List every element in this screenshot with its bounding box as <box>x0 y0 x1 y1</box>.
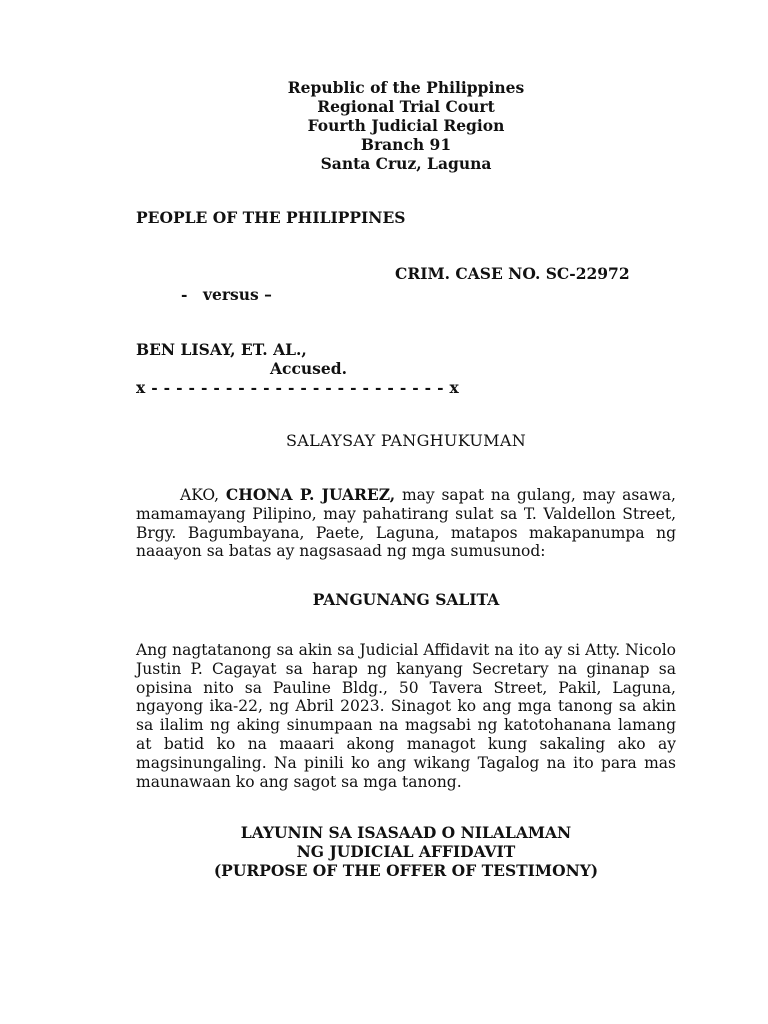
intro-body: may sapat na gulang, may asawa, mamamayang Pilipino, may pahatirang sulat sa T. Valdellon Street, Brgy. Bagumbayana, Paete, Laguna, matapos makapanumpa ng naaayon sa batas ay nagsasaad ng mga sumusunod: <box>136 486 676 561</box>
intro-lead: AKO, <box>180 486 220 504</box>
document-title: SALAYSAY PANGHUKUMAN <box>286 431 526 450</box>
header-branch: Branch 91 <box>360 135 452 154</box>
affiant-name: CHONA P. JUAREZ, <box>225 485 396 504</box>
header-court: Regional Trial Court <box>317 97 495 116</box>
accused-label: Accused. <box>270 359 347 378</box>
section-heading-layunin <box>0 823 768 880</box>
court-header <box>0 78 768 173</box>
intro-paragraph <box>136 486 676 561</box>
caption-separator: x - - - - - - - - - - - - - - - - - - - - - - - - x <box>136 378 460 397</box>
header-republic: Republic of the Philippines <box>287 78 525 97</box>
section-heading-pangunang-salita: PANGUNANG SALITA <box>312 590 500 609</box>
pangunang-salita-paragraph: Ang nagtatanong sa akin sa Judicial Affidavit na ito ay si Atty. Nicolo Justin P. Cagayat sa harap ng kanyang Secretary na ginanap sa opisina nito sa Pauline Bldg., 50 Tavera Street, Pakil, Laguna, ngayong ika-22, ng Abril 2023. Sinagot ko ang mga tanong sa akin sa ilalim ng aking sinumpaan na magsabi ng katotohanana lamang at batid ko na maaari akong managot kung sakaling ako ay magsinungaling. Na pinili ko ang wikang Tagalog na ito para mas maunawaan ko ang sagot sa mga tanong. <box>136 641 676 791</box>
layunin-heading-line3: (PURPOSE OF THE OFFER OF TESTIMONY) <box>213 861 599 880</box>
defendant-name: BEN LISAY, ET. AL., <box>136 340 307 359</box>
layunin-heading-line2: NG JUDICIAL AFFIDAVIT <box>296 842 516 861</box>
versus-label: versus – <box>203 285 272 304</box>
plaintiff-name: PEOPLE OF THE PHILIPPINES <box>136 208 406 227</box>
header-location: Santa Cruz, Laguna <box>320 154 492 173</box>
case-number: CRIM. CASE NO. SC-22972 <box>395 264 630 283</box>
versus-dash: - <box>181 285 188 304</box>
header-region: Fourth Judicial Region <box>307 116 505 135</box>
layunin-heading-line1: LAYUNIN SA ISASAAD O NILALAMAN <box>240 823 572 842</box>
